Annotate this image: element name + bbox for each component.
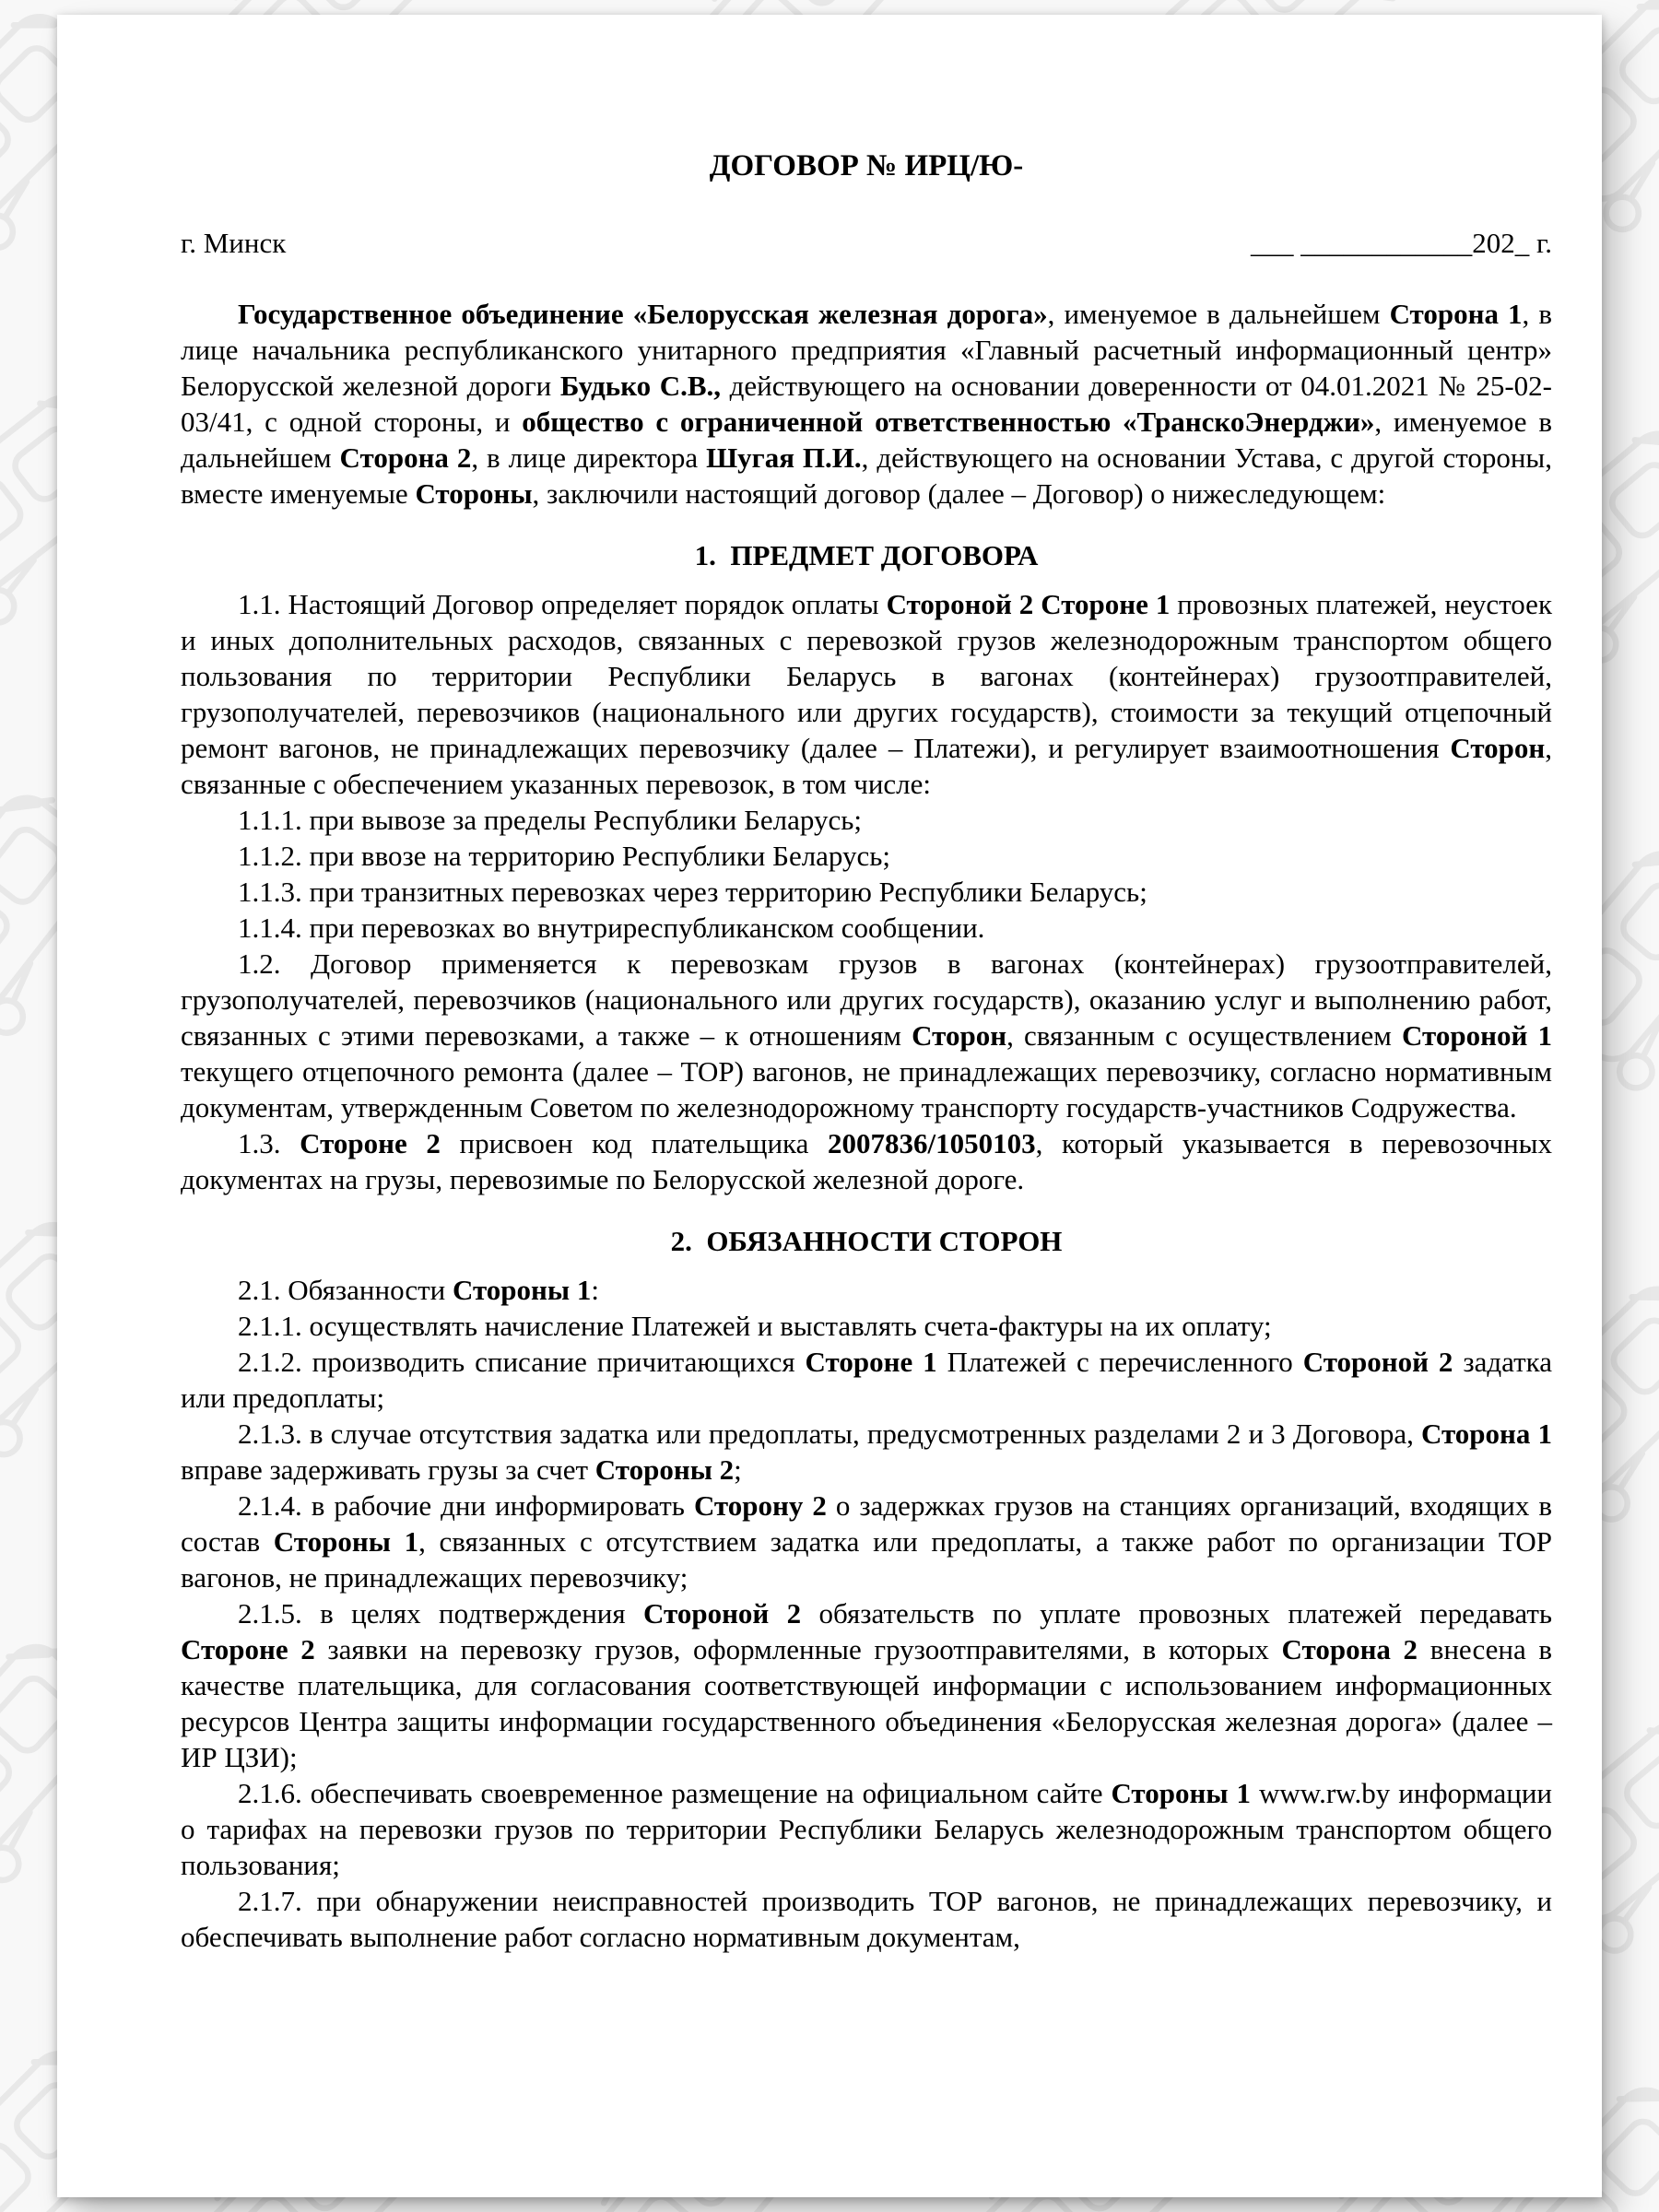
clause-1-1-4: 1.1.4. при перевозках во внутриреспубликанском сообщении. bbox=[238, 912, 985, 944]
date-blank: ___ ____________202_ г. bbox=[1251, 227, 1552, 259]
clause-1-1-2: 1.1.2. при ввозе на территорию Республики Беларусь; bbox=[238, 840, 891, 872]
contract-title: ДОГОВОР № ИРЦ/Ю- bbox=[709, 149, 1024, 182]
city-label: г. Минск bbox=[181, 227, 287, 259]
clause-2-1-6: 2.1.6. обеспечивать своевременное размещение на официальном сайте Стороны 1 www.rw.by информации о тарифах на перевозки грузов по территории Республики Беларусь железнодорожным транспортом общего пользования; bbox=[181, 1777, 1552, 1881]
clause-1-3: 1.3. Стороне 2 присвоен код плательщика 2007836/1050103, который указывается в перевозочных документах на грузы, перевозимые по Белорусской железной дороге. bbox=[181, 1127, 1552, 1195]
clause-1-1: 1.1. Настоящий Договор определяет порядок оплаты Стороной 2 Стороне 1 провозных платежей, неустоек и иных дополнительных расходов, связанных с перевозкой грузов железнодорожным транспортом общего пользования по территории Республики Беларусь в вагонах (контейнерах) грузоотправителей, грузополучателей, перевозчиков (национального или других государств), стоимости за текущий отцепочный ремонт вагонов, не принадлежащих перевозчику (далее – Платежи), и регулирует взаимоотношения Сторон, связанные с обеспечением указанных перевозок, в том числе: bbox=[181, 588, 1552, 800]
clause-2-1-1: 2.1.1. осуществлять начисление Платежей и выставлять счета-фактуры на их оплату; bbox=[238, 1310, 1272, 1342]
clause-2-1-3: 2.1.3. в случае отсутствия задатка или предоплаты, предусмотренных разделами 2 и 3 Договора, Сторона 1 вправе задерживать грузы за счет Стороны 2; bbox=[181, 1418, 1552, 1486]
clause-2-1-2: 2.1.2. производить списание причитающихся Стороне 1 Платежей с перечисленного Стороной 2 задатка или предоплаты; bbox=[181, 1346, 1552, 1414]
clause-2-1: 2.1. Обязанности Стороны 1: bbox=[238, 1274, 599, 1306]
clause-2-1-5: 2.1.5. в целях подтверждения Стороной 2 обязательств по уплате провозных платежей передавать Стороне 2 заявки на перевозку грузов, оформленные грузоотправителями, в которых Сторона 2 внесена в качестве плательщика, для согласования соответствующей информации с использованием информационных ресурсов Центра защиты информации государственного объединения «Белорусская железная дорога» (далее – ИР ЦЗИ); bbox=[181, 1597, 1552, 1773]
clause-1-2: 1.2. Договор применяется к перевозкам грузов в вагонах (контейнерах) грузоотправителей, грузополучателей, перевозчиков (национального или других государств), оказанию услуг и выполнению работ, связанных с этими перевозками, а также – к отношениям Сторон, связанным с осуществлением Стороной 1 текущего отцепочного ремонта (далее – ТОР) вагонов, не принадлежащих перевозчику, согласно нормативным документам, утвержденным Советом по железнодорожному транспорту государств-участников Содружества. bbox=[181, 947, 1552, 1124]
preamble-paragraph: Государственное объединение «Белорусская железная дорога», именуемое в дальнейшем Сторона 1, в лице начальника республиканского унитарного предприятия «Главный расчетный информационный центр» Белорусской железной дороги Будько С.В., действующего на основании доверенности от 04.01.2021 № 25-02-03/41, с одной стороны, и общество с ограниченной ответственностью «ТранскоЭнерджи», именуемое в дальнейшем Сторона 2, в лице директора Шугая П.И., действующего на основании Устава, с другой стороны, вместе именуемые Стороны, заключили настоящий договор (далее – Договор) о нижеследующем: bbox=[181, 298, 1553, 510]
document-page bbox=[57, 15, 1602, 2197]
clause-2-1-4: 2.1.4. в рабочие дни информировать Сторону 2 о задержках грузов на станциях организаций, входящих в состав Стороны 1, связанных с отсутствием задатка или предоплаты, а также работ по организации ТОР вагонов, не принадлежащих перевозчику; bbox=[181, 1489, 1552, 1594]
date-line bbox=[181, 225, 1552, 261]
section-1-heading: 1. ПРЕДМЕТ ДОГОВОРА bbox=[694, 539, 1039, 571]
clause-2-1-7: 2.1.7. при обнаружении неисправностей производить ТОР вагонов, не принадлежащих перевозчику, и обеспечивать выполнение работ согласно нормативным документам, bbox=[181, 1885, 1552, 1953]
clause-1-1-3: 1.1.3. при транзитных перевозках через территорию Республики Беларусь; bbox=[238, 876, 1147, 908]
clause-1-1-1: 1.1.1. при вывозе за пределы Республики Беларусь; bbox=[238, 804, 863, 836]
section-2-heading: 2. ОБЯЗАННОСТИ СТОРОН bbox=[670, 1225, 1063, 1257]
